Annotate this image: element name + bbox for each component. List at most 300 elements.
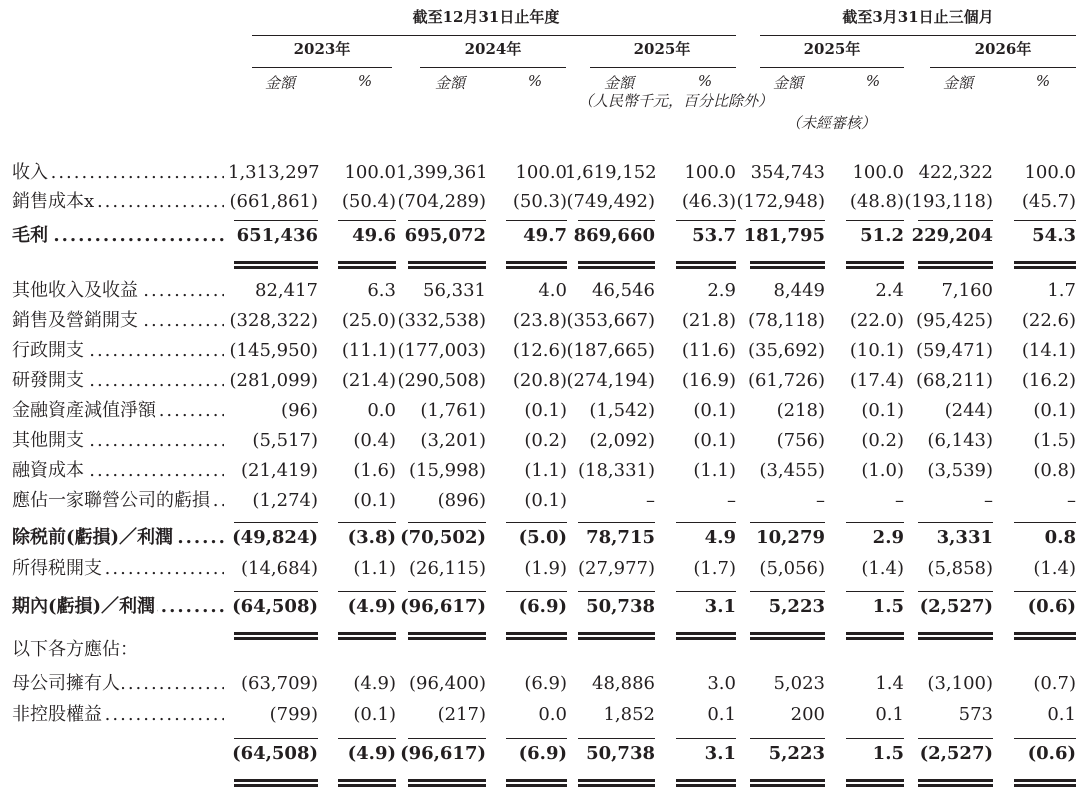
header-underline <box>420 67 566 68</box>
percent-cell: (5.0) <box>518 527 567 548</box>
percent-cell: 0.1 <box>875 704 904 725</box>
row-label: 非控股權益 ..... <box>12 701 224 729</box>
subtotal-rule <box>506 522 567 523</box>
percent-cell: – <box>895 490 904 511</box>
row-label: 收入 ..... <box>12 159 224 187</box>
total-double-rule <box>750 261 825 269</box>
percent-cell: (46.3) <box>681 191 736 212</box>
table-row <box>0 740 1080 768</box>
row-label: 行政開支 ..... <box>12 337 224 365</box>
percent-cell: (0.1) <box>1033 400 1076 421</box>
col-header-pct: % <box>527 72 543 90</box>
amount-cell: (5,858) <box>927 558 993 579</box>
table-row <box>0 427 1080 455</box>
table-row <box>0 367 1080 395</box>
col-header-pct: % <box>1035 72 1051 90</box>
percent-cell: 54.3 <box>1032 225 1076 246</box>
amount-cell: (2,092) <box>589 430 655 451</box>
table-row <box>0 159 1080 187</box>
total-double-rule <box>1014 261 1076 269</box>
table-row <box>0 487 1080 515</box>
percent-cell: 4.9 <box>704 527 736 548</box>
table-row <box>0 670 1080 698</box>
amount-cell: 354,743 <box>750 162 825 183</box>
total-double-rule <box>1014 632 1076 640</box>
amount-cell: (3,100) <box>927 673 993 694</box>
subtotal-rule <box>918 220 993 221</box>
percent-cell: 1.5 <box>872 743 904 764</box>
total-double-rule <box>408 779 486 787</box>
percent-cell: (1.6) <box>353 460 396 481</box>
amount-cell: (328,322) <box>229 310 318 331</box>
percent-cell: 51.2 <box>860 225 904 246</box>
percent-cell: 2.9 <box>872 527 904 548</box>
amount-cell: (63,709) <box>240 673 318 694</box>
percent-cell: 49.7 <box>523 225 567 246</box>
percent-cell: (14.1) <box>1021 340 1076 361</box>
amount-cell: 46,546 <box>592 280 655 301</box>
row-label <box>12 740 224 768</box>
amount-cell: 78,715 <box>586 527 655 548</box>
amount-cell: (290,508) <box>397 370 486 391</box>
amount-cell: – <box>816 490 825 511</box>
subtotal-rule <box>1014 522 1076 523</box>
percent-cell: 100.0 <box>684 162 736 183</box>
percent-cell: 100.0 <box>515 162 567 183</box>
subtotal-rule <box>506 738 567 739</box>
amount-cell: (64,508) <box>232 596 318 617</box>
amount-cell: (96) <box>281 400 318 421</box>
amount-cell: (145,950) <box>229 340 318 361</box>
amount-cell: (64,508) <box>232 743 318 764</box>
total-double-rule <box>846 632 904 640</box>
col-header-amount: 金額 <box>772 74 803 92</box>
percent-cell: (23.8) <box>512 310 567 331</box>
table-row <box>0 188 1080 216</box>
amount-cell: (26,115) <box>408 558 486 579</box>
amount-cell: (61,726) <box>747 370 825 391</box>
amount-cell: – <box>646 490 655 511</box>
amount-cell: (15,998) <box>408 460 486 481</box>
subtotal-rule <box>578 591 655 592</box>
table-row <box>0 337 1080 365</box>
col-header-amount: 金額 <box>264 74 295 92</box>
amount-cell: (1,761) <box>420 400 486 421</box>
percent-cell: (16.9) <box>681 370 736 391</box>
subtotal-rule <box>234 522 318 523</box>
percent-cell: (6.9) <box>518 596 567 617</box>
row-label: 所得税開支 ..... <box>12 555 224 583</box>
percent-cell: (1.1) <box>353 558 396 579</box>
subtotal-rule <box>750 738 825 739</box>
subtotal-rule <box>338 591 396 592</box>
amount-cell: – <box>984 490 993 511</box>
amount-cell: 1,399,361 <box>396 162 488 183</box>
amount-cell: (27,977) <box>577 558 655 579</box>
amount-cell: (96,617) <box>400 596 486 617</box>
percent-cell: 4.0 <box>538 280 567 301</box>
amount-cell: (749,492) <box>566 191 655 212</box>
amount-cell: (896) <box>437 490 486 511</box>
total-double-rule <box>408 261 486 269</box>
amount-cell: 8,449 <box>773 280 825 301</box>
amount-cell: (274,194) <box>566 370 655 391</box>
percent-cell: (0.1) <box>524 490 567 511</box>
subtotal-rule <box>918 522 993 523</box>
percent-cell: 0.1 <box>707 704 736 725</box>
amount-cell: (661,861) <box>229 191 318 212</box>
total-double-rule <box>750 632 825 640</box>
header-underline <box>930 67 1076 68</box>
subtotal-rule <box>918 738 993 739</box>
subtotal-rule <box>234 591 318 592</box>
total-double-rule <box>578 261 655 269</box>
percent-cell: – <box>727 490 736 511</box>
percent-cell: (0.8) <box>1033 460 1076 481</box>
unaudited-note: （未經審核） <box>785 114 876 132</box>
subtotal-rule <box>506 591 567 592</box>
amount-cell: (187,665) <box>566 340 655 361</box>
header-year-2023: 2023年 <box>293 40 351 58</box>
subtotal-rule <box>676 522 736 523</box>
total-double-rule <box>846 779 904 787</box>
amount-cell: (1,274) <box>252 490 318 511</box>
percent-cell: 49.6 <box>352 225 396 246</box>
amount-cell: 1,313,297 <box>228 162 320 183</box>
table-row <box>0 397 1080 425</box>
subtotal-rule <box>750 591 825 592</box>
subtotal-rule <box>846 738 904 739</box>
percent-cell: (48.8) <box>849 191 904 212</box>
amount-cell: 695,072 <box>404 225 486 246</box>
header-group-fiscal-year: 截至12月31日止年度 <box>412 8 560 26</box>
amount-cell: 50,738 <box>586 596 655 617</box>
amount-cell: (193,118) <box>904 191 993 212</box>
subtotal-rule <box>846 522 904 523</box>
amount-cell: (177,003) <box>397 340 486 361</box>
percent-cell: 100.0 <box>1024 162 1076 183</box>
amount-cell: 181,795 <box>743 225 825 246</box>
percent-cell: (50.4) <box>341 191 396 212</box>
col-header-pct: % <box>357 72 373 90</box>
amount-cell: 5,223 <box>768 596 825 617</box>
header-year-2025-q1: 2025年 <box>803 40 861 58</box>
amount-cell: (704,289) <box>397 191 486 212</box>
amount-cell: 869,660 <box>573 225 655 246</box>
subtotal-rule <box>234 220 318 221</box>
percent-cell: (45.7) <box>1021 191 1076 212</box>
percent-cell: (25.0) <box>341 310 396 331</box>
total-double-rule <box>338 632 396 640</box>
percent-cell: (4.9) <box>347 596 396 617</box>
subtotal-rule <box>408 220 486 221</box>
percent-cell: 100.0 <box>344 162 396 183</box>
amount-cell: (756) <box>776 430 825 451</box>
amount-cell: (96,617) <box>400 743 486 764</box>
percent-cell: – <box>1067 490 1076 511</box>
subtotal-rule <box>338 738 396 739</box>
amount-cell: (217) <box>437 704 486 725</box>
percent-cell: (11.1) <box>341 340 396 361</box>
percent-cell: 3.0 <box>707 673 736 694</box>
table-row <box>0 701 1080 729</box>
amount-cell: 200 <box>790 704 825 725</box>
subtotal-rule <box>578 738 655 739</box>
percent-cell: (10.1) <box>849 340 904 361</box>
amount-cell: 50,738 <box>586 743 655 764</box>
total-double-rule <box>676 779 736 787</box>
percent-cell: (1.0) <box>861 460 904 481</box>
amount-cell: (5,056) <box>759 558 825 579</box>
percent-cell: (1.4) <box>861 558 904 579</box>
total-double-rule <box>846 261 904 269</box>
row-label: 以下各方應佔： <box>12 639 138 660</box>
percent-cell: 100.0 <box>852 162 904 183</box>
header-group-three-months: 截至3月31日止三個月 <box>842 8 994 26</box>
subtotal-rule <box>676 738 736 739</box>
total-double-rule <box>408 632 486 640</box>
percent-cell: (0.7) <box>1033 673 1076 694</box>
row-label: 除税前(虧損)／利潤 ..... <box>12 524 224 552</box>
amount-cell: 422,322 <box>918 162 993 183</box>
percent-cell: (1.9) <box>524 558 567 579</box>
amount-cell: (3,455) <box>759 460 825 481</box>
subtotal-rule <box>1014 220 1076 221</box>
total-double-rule <box>338 779 396 787</box>
table-row <box>0 555 1080 583</box>
total-double-rule <box>578 779 655 787</box>
amount-cell: 48,886 <box>592 673 655 694</box>
header-year-2026-q1: 2026年 <box>974 40 1032 58</box>
amount-cell: (2,527) <box>919 596 993 617</box>
percent-cell: (6.9) <box>518 743 567 764</box>
percent-cell: (1.5) <box>1033 430 1076 451</box>
amount-cell: 1,852 <box>603 704 655 725</box>
header-year-2024: 2024年 <box>464 40 522 58</box>
amount-cell: (2,527) <box>919 743 993 764</box>
table-row <box>0 222 1080 250</box>
percent-cell: (0.1) <box>693 400 736 421</box>
row-label: 融資成本 ..... <box>12 457 224 485</box>
amount-cell: (21,419) <box>240 460 318 481</box>
amount-cell: (68,211) <box>915 370 993 391</box>
row-label: 毛利 ..... <box>12 222 224 250</box>
row-label: 其他開支 ..... <box>12 427 224 455</box>
total-double-rule <box>676 632 736 640</box>
amount-cell: (5,517) <box>252 430 318 451</box>
col-header-amount: 金額 <box>603 74 634 92</box>
percent-cell: 2.9 <box>707 280 736 301</box>
percent-cell: 0.8 <box>1044 527 1076 548</box>
subtotal-rule <box>750 522 825 523</box>
subtotal-rule <box>506 220 567 221</box>
percent-cell: (1.1) <box>693 460 736 481</box>
amount-cell: 7,160 <box>941 280 993 301</box>
subtotal-rule <box>408 591 486 592</box>
percent-cell: (11.6) <box>681 340 736 361</box>
percent-cell: (0.6) <box>1027 596 1076 617</box>
header-underline <box>252 35 736 36</box>
total-double-rule <box>338 261 396 269</box>
row-label: 應佔一家聯營公司的虧損 ..... <box>12 487 224 515</box>
percent-cell: 1.7 <box>1047 280 1076 301</box>
total-double-rule <box>506 779 567 787</box>
amount-cell: (18,331) <box>577 460 655 481</box>
percent-cell: (0.1) <box>861 400 904 421</box>
amount-cell: 82,417 <box>255 280 318 301</box>
col-header-pct: % <box>697 72 713 90</box>
table-row <box>0 593 1080 621</box>
amount-cell: 56,331 <box>423 280 486 301</box>
subtotal-rule <box>234 738 318 739</box>
percent-cell: 3.1 <box>704 596 736 617</box>
row-label: 期內(虧損)／利潤 ..... <box>12 593 224 621</box>
percent-cell: (1.4) <box>1033 558 1076 579</box>
percent-cell: 1.5 <box>872 596 904 617</box>
total-double-rule <box>918 261 993 269</box>
total-double-rule <box>234 779 318 787</box>
percent-cell: (0.1) <box>353 490 396 511</box>
percent-cell: (17.4) <box>849 370 904 391</box>
amount-cell: 1,619,152 <box>565 162 657 183</box>
amount-cell: (332,538) <box>397 310 486 331</box>
percent-cell: 6.3 <box>367 280 396 301</box>
percent-cell: (20.8) <box>512 370 567 391</box>
total-double-rule <box>676 261 736 269</box>
col-header-pct: % <box>865 72 881 90</box>
total-double-rule <box>918 632 993 640</box>
amount-cell: 651,436 <box>236 225 318 246</box>
amount-cell: (3,539) <box>927 460 993 481</box>
amount-cell: 573 <box>958 704 993 725</box>
total-double-rule <box>506 632 567 640</box>
subtotal-rule <box>750 220 825 221</box>
percent-cell: (22.6) <box>1021 310 1076 331</box>
subtotal-rule <box>676 591 736 592</box>
percent-cell: (0.4) <box>353 430 396 451</box>
subtotal-rule <box>846 220 904 221</box>
percent-cell: (12.6) <box>512 340 567 361</box>
percent-cell: 0.0 <box>367 400 396 421</box>
percent-cell: 0.1 <box>1047 704 1076 725</box>
amount-cell: (96,400) <box>408 673 486 694</box>
subtotal-rule <box>676 220 736 221</box>
amount-cell: 3,331 <box>936 527 993 548</box>
subtotal-rule <box>338 522 396 523</box>
row-label: 其他收入及收益 ..... <box>12 277 224 305</box>
row-label: 母公司擁有人 ..... <box>12 670 224 698</box>
amount-cell: (78,118) <box>747 310 825 331</box>
amount-cell: 229,204 <box>911 225 993 246</box>
percent-cell: (21.4) <box>341 370 396 391</box>
percent-cell: (6.9) <box>524 673 567 694</box>
amount-cell: (244) <box>944 400 993 421</box>
percent-cell: (21.8) <box>681 310 736 331</box>
amount-cell: 5,223 <box>768 743 825 764</box>
amount-cell: (35,692) <box>747 340 825 361</box>
currency-note: （人民幣千元，百分比除外） <box>578 92 774 110</box>
row-label: 金融資產減值淨額 ..... <box>12 397 224 425</box>
row-label: 研發開支 ..... <box>12 367 224 395</box>
table-row <box>0 636 1080 664</box>
percent-cell: (22.0) <box>849 310 904 331</box>
amount-cell: (281,099) <box>229 370 318 391</box>
total-double-rule <box>234 261 318 269</box>
amount-cell: (353,667) <box>566 310 655 331</box>
percent-cell: (4.9) <box>347 743 396 764</box>
percent-cell: (0.1) <box>693 430 736 451</box>
amount-cell: (218) <box>776 400 825 421</box>
subtotal-rule <box>578 522 655 523</box>
amount-cell: (3,201) <box>420 430 486 451</box>
amount-cell: (95,425) <box>915 310 993 331</box>
subtotal-rule <box>1014 738 1076 739</box>
header-underline <box>760 67 904 68</box>
amount-cell: (6,143) <box>927 430 993 451</box>
percent-cell: (1.7) <box>693 558 736 579</box>
col-header-amount: 金額 <box>434 74 465 92</box>
subtotal-rule <box>338 220 396 221</box>
percent-cell: 53.7 <box>692 225 736 246</box>
total-double-rule <box>506 261 567 269</box>
table-row <box>0 307 1080 335</box>
total-double-rule <box>1014 779 1076 787</box>
col-header-amount: 金額 <box>942 74 973 92</box>
subtotal-rule <box>918 591 993 592</box>
header-underline <box>760 35 1076 36</box>
subtotal-rule <box>408 738 486 739</box>
percent-cell: (0.1) <box>524 400 567 421</box>
table-row <box>0 277 1080 305</box>
amount-cell: 5,023 <box>773 673 825 694</box>
row-label: 銷售成本x ..... <box>12 188 224 216</box>
header-underline <box>590 67 736 68</box>
amount-cell: (49,824) <box>232 527 318 548</box>
table-row <box>0 524 1080 552</box>
subtotal-rule <box>578 220 655 221</box>
amount-cell: (799) <box>269 704 318 725</box>
total-double-rule <box>918 779 993 787</box>
subtotal-rule <box>846 591 904 592</box>
percent-cell: (1.1) <box>524 460 567 481</box>
row-label: 銷售及營銷開支 ..... <box>12 307 224 335</box>
total-double-rule <box>750 779 825 787</box>
percent-cell: 2.4 <box>875 280 904 301</box>
header-year-2025: 2025年 <box>633 40 691 58</box>
amount-cell: (14,684) <box>240 558 318 579</box>
header-underline <box>252 67 392 68</box>
percent-cell: (4.9) <box>353 673 396 694</box>
subtotal-rule <box>408 522 486 523</box>
amount-cell: (59,471) <box>915 340 993 361</box>
percent-cell: (3.8) <box>347 527 396 548</box>
percent-cell: 0.0 <box>538 704 567 725</box>
percent-cell: 1.4 <box>875 673 904 694</box>
percent-cell: (50.3) <box>512 191 567 212</box>
amount-cell: (70,502) <box>400 527 486 548</box>
total-double-rule <box>578 632 655 640</box>
percent-cell: (16.2) <box>1021 370 1076 391</box>
percent-cell: (0.1) <box>353 704 396 725</box>
percent-cell: (0.6) <box>1027 743 1076 764</box>
percent-cell: (0.2) <box>524 430 567 451</box>
subtotal-rule <box>1014 591 1076 592</box>
amount-cell: 10,279 <box>756 527 825 548</box>
percent-cell: 3.1 <box>704 743 736 764</box>
percent-cell: (0.2) <box>861 430 904 451</box>
total-double-rule <box>234 632 318 640</box>
table-row <box>0 457 1080 485</box>
